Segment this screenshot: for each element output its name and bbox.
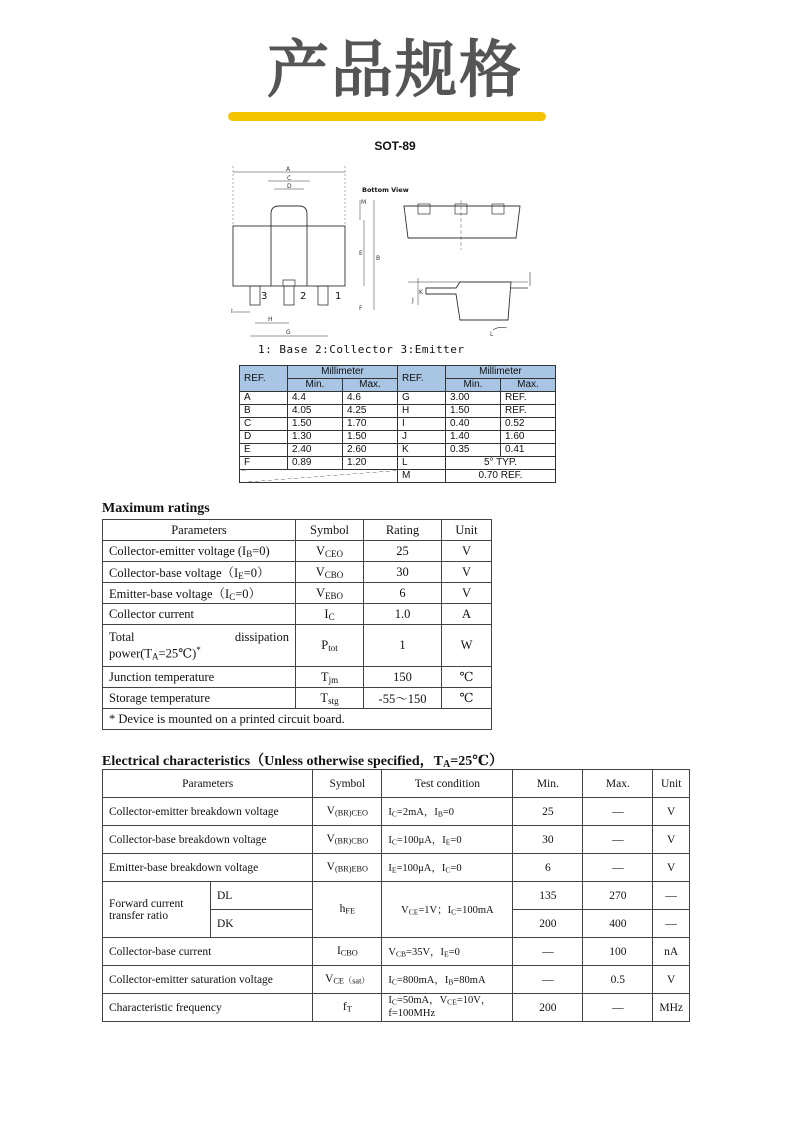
t1-tail: =100μA，I — [396, 863, 446, 874]
param-cell — [103, 604, 296, 625]
param-text: Collector-base voltage（I — [109, 566, 239, 580]
dim-max-header: Max. — [343, 379, 398, 392]
freq-test-cell — [382, 994, 513, 1022]
min-cell: — — [513, 966, 583, 994]
t1-tail: =2mA，I — [396, 807, 438, 818]
bottom-view-label: Bottom View — [362, 186, 409, 194]
unit-cell: A — [442, 604, 492, 625]
t2-sub: C — [445, 865, 451, 875]
hfe-dl-min: 135 — [513, 882, 583, 910]
dim-label-e: E — [359, 250, 363, 257]
rating-cell: 1 — [364, 625, 442, 667]
freq-unit: MHz — [653, 994, 690, 1022]
symbol: V — [326, 805, 335, 818]
test-cell — [382, 798, 513, 826]
symbol-cell — [313, 854, 382, 882]
param-cell: Collector-base current — [103, 938, 313, 966]
max-symbol-header: Symbol — [296, 520, 364, 541]
table-row — [240, 418, 556, 431]
t1-sub: C — [391, 809, 397, 819]
page-title: 产品规格 — [266, 33, 523, 106]
param-cell: Emitter-base breakdown voltage — [103, 854, 313, 882]
elec-unit-header: Unit — [653, 770, 690, 798]
t1: I — [388, 863, 392, 874]
table-row — [103, 826, 690, 854]
electrical-table — [102, 769, 690, 1022]
table-row — [240, 470, 556, 483]
symbol-cell — [313, 966, 382, 994]
rating-cell: 6 — [364, 583, 442, 604]
t2-tail: =80mA — [453, 975, 486, 986]
symbol: I — [336, 945, 341, 958]
param-cell: Collector-emitter saturation voltage — [103, 966, 313, 994]
footnote-mark: * — [196, 644, 201, 655]
total-dissipation-cell — [103, 625, 296, 667]
dim-label-k: K — [419, 289, 423, 296]
hfe-test-cell — [382, 882, 513, 938]
table-row — [103, 625, 492, 667]
pin-1-label: 1 — [335, 291, 342, 302]
min-cell-2: 1.40 — [446, 431, 501, 444]
dim-min-header: Min. — [288, 379, 343, 392]
ref-cell-2: M — [398, 470, 446, 483]
package-outline-drawing — [228, 160, 548, 340]
table-row — [240, 444, 556, 457]
min-cell-2: 3.00 — [446, 392, 501, 405]
max-unit-header: Unit — [442, 520, 492, 541]
t2-sub: CE — [447, 997, 457, 1007]
min-cell: 25 — [513, 798, 583, 826]
max-cell-2: 0.52 — [501, 418, 556, 431]
max-cell: — — [583, 826, 653, 854]
param-text: Collector current — [109, 606, 195, 621]
table-row — [103, 688, 492, 709]
hfe-dk-min: 200 — [513, 910, 583, 938]
hfe-grade-dk: DK — [211, 910, 313, 938]
dissipation-word: dissipation — [234, 629, 289, 644]
dim-label-d: D — [287, 183, 292, 190]
t1: V — [401, 905, 409, 916]
param-sub: B — [246, 548, 253, 559]
hfe-dl-unit: — — [653, 882, 690, 910]
table-row — [240, 457, 556, 470]
table-row — [103, 583, 492, 604]
dim-label-l: L — [490, 331, 494, 338]
table-row — [240, 392, 556, 405]
symbol: V — [325, 972, 334, 985]
param-cell — [103, 583, 296, 604]
dim-label-a: A — [286, 166, 291, 173]
ref-cell-2: L — [398, 457, 446, 470]
freq-symbol-cell — [313, 994, 382, 1022]
max-param-header: Parameters — [103, 520, 296, 541]
param-cell: Storage temperature — [103, 688, 296, 709]
symbol-sub: (BR)CEO — [334, 808, 369, 818]
dim-ref-header: REF. — [240, 366, 288, 392]
table-row — [103, 798, 690, 826]
freq-param: Characteristic frequency — [103, 994, 313, 1022]
rating-cell: 150 — [364, 667, 442, 688]
unit-cell: ℃ — [442, 667, 492, 688]
symbol-cell — [313, 938, 382, 966]
ref-cell-2: I — [398, 418, 446, 431]
t1: V — [388, 947, 396, 958]
t1: I — [388, 975, 392, 986]
symbol: T — [320, 669, 329, 684]
t3: f=100MHz — [388, 1008, 436, 1020]
symbol-sub: tot — [328, 642, 338, 653]
hfe-dk-max: 400 — [583, 910, 653, 938]
elec-title-main: Electrical characteristics（Unless otherwise specified，T — [102, 754, 443, 769]
param-tail: =0） — [235, 587, 262, 601]
symbol: I — [324, 606, 329, 621]
table-row — [103, 938, 690, 966]
t2-sub: E — [444, 949, 449, 959]
symbol-sub: stg — [328, 695, 339, 706]
ref-cell: F — [240, 457, 288, 470]
table-row — [240, 431, 556, 444]
min-cell: 2.40 — [288, 444, 343, 457]
pin-3-label: 3 — [261, 291, 268, 302]
unit-cell: W — [442, 625, 492, 667]
table-row — [103, 994, 690, 1022]
power-text: power(T — [109, 646, 153, 661]
max-cell: 1.50 — [343, 431, 398, 444]
freq-max: — — [583, 994, 653, 1022]
symbol-cell — [296, 583, 364, 604]
value-cell-2: 5° TYP. — [446, 457, 556, 470]
freq-min: 200 — [513, 994, 583, 1022]
param-cell — [103, 562, 296, 583]
ref-cell: B — [240, 405, 288, 418]
hfe-symbol-cell — [313, 882, 382, 938]
test-cell — [382, 938, 513, 966]
pin-legend: 1: Base 2:Collector 3:Emitter — [258, 343, 465, 356]
min-cell: 1.50 — [288, 418, 343, 431]
table-row — [240, 405, 556, 418]
ref-cell-2: K — [398, 444, 446, 457]
dim-label-b: B — [376, 255, 381, 262]
hfe-dl-max: 270 — [583, 882, 653, 910]
min-cell: — — [513, 938, 583, 966]
param-cell: Collector-base breakdown voltage — [103, 826, 313, 854]
rating-cell: 25 — [364, 541, 442, 562]
rating-cell: -55～150 — [364, 688, 442, 709]
max-cell-2: 1.60 — [501, 431, 556, 444]
param-sub: E — [238, 570, 244, 581]
param-tail: =0) — [252, 543, 270, 558]
symbol: V — [326, 833, 335, 846]
t1: I — [388, 807, 392, 818]
t2-tail: =0 — [450, 863, 462, 874]
dim-label-g: G — [286, 329, 291, 336]
elec-title-tail: =25℃） — [450, 754, 504, 769]
symbol-sub: C — [328, 611, 335, 622]
dimension-table — [239, 365, 556, 483]
symbol: V — [326, 861, 335, 874]
symbol: T — [320, 690, 329, 705]
dim-max-header-2: Max. — [501, 379, 556, 392]
symbol-cell — [313, 798, 382, 826]
unit-cell: V — [653, 798, 690, 826]
elec-title — [102, 750, 503, 770]
unit-cell: V — [442, 562, 492, 583]
value-cell-2: 0.70 REF. — [446, 470, 556, 483]
max-cell: — — [583, 854, 653, 882]
t1: I — [388, 994, 392, 1006]
symbol: h — [339, 903, 346, 916]
t2-tail: =100mA — [456, 905, 494, 916]
t1-tail: =35V，I — [406, 947, 445, 958]
t2-tail: =10V， — [456, 994, 492, 1006]
max-cell: 1.20 — [343, 457, 398, 470]
unit-cell: V — [653, 826, 690, 854]
title-underline — [228, 112, 546, 121]
symbol-sub: (BR)CBO — [334, 836, 369, 846]
elec-min-header: Min. — [513, 770, 583, 798]
symbol-sub: CBO — [324, 569, 344, 580]
symbol-cell — [296, 688, 364, 709]
max-cell: — — [583, 798, 653, 826]
t2-tail: =0 — [450, 835, 462, 846]
t1-sub: C — [391, 997, 397, 1007]
t1: I — [388, 835, 392, 846]
max-cell-2: REF. — [501, 392, 556, 405]
test-cell — [382, 826, 513, 854]
max-cell: 4.6 — [343, 392, 398, 405]
max-cell-2: 0.41 — [501, 444, 556, 457]
t1-sub: C — [391, 837, 397, 847]
t2-sub: E — [445, 837, 451, 847]
symbol-cell — [296, 604, 364, 625]
test-cell — [382, 966, 513, 994]
symbol-cell — [313, 826, 382, 854]
t2-sub: B — [437, 809, 443, 819]
elec-symbol-header: Symbol — [313, 770, 382, 798]
min-cell: 0.89 — [288, 457, 343, 470]
param-tail: =0） — [243, 566, 270, 580]
unit-cell: V — [442, 541, 492, 562]
package-title: SOT-89 — [374, 139, 416, 153]
unit-cell: nA — [653, 938, 690, 966]
dim-label-h: H — [268, 316, 273, 323]
dim-label-c: C — [287, 175, 292, 182]
dim-label-i: I — [231, 308, 233, 315]
symbol-sub: CE（sat） — [333, 976, 370, 986]
table-row — [103, 882, 690, 910]
param-sub: C — [229, 591, 236, 602]
max-rating-header: Rating — [364, 520, 442, 541]
table-row — [103, 562, 492, 583]
symbol: f — [342, 1001, 347, 1014]
t1-tail: =1V；I — [418, 905, 452, 916]
table-row — [103, 541, 492, 562]
min-cell: 1.30 — [288, 431, 343, 444]
max-cell: 1.70 — [343, 418, 398, 431]
elec-title-sub: A — [442, 759, 451, 771]
symbol: V — [315, 543, 326, 558]
power-tail: =25℃) — [158, 646, 197, 661]
min-cell-2: 0.40 — [446, 418, 501, 431]
table-row — [103, 966, 690, 994]
t1-sub: E — [391, 865, 397, 875]
param-cell — [103, 541, 296, 562]
blank-diagonal-cell — [240, 470, 398, 483]
symbol-sub: (BR)EBO — [334, 864, 369, 874]
max-ratings-table — [102, 519, 492, 730]
symbol-cell — [296, 625, 364, 667]
rating-cell: 30 — [364, 562, 442, 583]
symbol-sub: EBO — [325, 590, 344, 601]
symbol-sub: T — [346, 1004, 352, 1014]
elec-param-header: Parameters — [103, 770, 313, 798]
param-text: Collector-emitter voltage (I — [109, 543, 247, 558]
hfe-param-cell — [103, 882, 211, 938]
hfe-param-a: Forward current — [109, 897, 184, 910]
t2-tail: =0 — [442, 807, 455, 818]
table-row — [103, 709, 492, 730]
min-cell: 6 — [513, 854, 583, 882]
t1-sub: CB — [395, 949, 407, 959]
min-cell: 4.4 — [288, 392, 343, 405]
max-cell: 2.60 — [343, 444, 398, 457]
symbol-sub: jm — [328, 674, 339, 685]
t1-tail: =800mA，I — [396, 975, 449, 986]
t1-sub: C — [391, 977, 397, 987]
dim-label-j: J — [412, 297, 414, 304]
dim-unit-header: Millimeter — [288, 366, 398, 379]
unit-cell: ℃ — [442, 688, 492, 709]
t2-sub: C — [451, 907, 457, 917]
t2-sub: B — [448, 977, 454, 987]
param-text: Emitter-base voltage（I — [109, 587, 230, 601]
symbol: P — [321, 638, 329, 652]
param-cell: Collector-emitter breakdown voltage — [103, 798, 313, 826]
total-word: Total — [109, 629, 135, 644]
min-cell-2: 1.50 — [446, 405, 501, 418]
symbol-sub: FE — [345, 906, 356, 916]
ref-cell-2: J — [398, 431, 446, 444]
symbol-cell — [296, 562, 364, 583]
ref-cell: C — [240, 418, 288, 431]
t2-tail: =0 — [448, 947, 460, 958]
elec-test-header: Test condition — [382, 770, 513, 798]
table-row — [103, 667, 492, 688]
max-cell: 0.5 — [583, 966, 653, 994]
unit-cell: V — [653, 854, 690, 882]
symbol: V — [315, 564, 325, 579]
power-sub: A — [152, 651, 159, 662]
ref-cell: A — [240, 392, 288, 405]
symbol-sub: CBO — [340, 948, 358, 958]
ref-cell: D — [240, 431, 288, 444]
symbol-cell — [296, 541, 364, 562]
hfe-param-b: transfer ratio — [109, 909, 169, 922]
min-cell: 30 — [513, 826, 583, 854]
table-row — [103, 854, 690, 882]
max-footnote: * Device is mounted on a printed circuit board. — [103, 709, 492, 730]
t1-sub: CE — [408, 907, 419, 917]
min-cell: 4.05 — [288, 405, 343, 418]
ref-cell-2: G — [398, 392, 446, 405]
dim-unit-header-2: Millimeter — [446, 366, 556, 379]
test-cell — [382, 854, 513, 882]
max-cell: 100 — [583, 938, 653, 966]
unit-cell: V — [653, 966, 690, 994]
param-cell: Junction temperature — [103, 667, 296, 688]
table-row — [103, 604, 492, 625]
ref-cell-2: H — [398, 405, 446, 418]
min-cell-2: 0.35 — [446, 444, 501, 457]
symbol-cell — [296, 667, 364, 688]
symbol-sub: CEO — [325, 548, 344, 559]
symbol: V — [315, 585, 326, 600]
unit-cell: V — [442, 583, 492, 604]
dim-label-f: F — [359, 305, 363, 312]
max-ratings-title: Maximum ratings — [102, 501, 210, 516]
elec-max-header: Max. — [583, 770, 653, 798]
dim-label-m: M — [361, 199, 367, 206]
t1-tail: =50mA，V — [396, 994, 448, 1006]
max-cell-2: REF. — [501, 405, 556, 418]
pin-2-label: 2 — [300, 291, 307, 302]
hfe-dk-unit: — — [653, 910, 690, 938]
rating-cell: 1.0 — [364, 604, 442, 625]
dim-min-header-2: Min. — [446, 379, 501, 392]
t1-tail: =100μA，I — [396, 835, 446, 846]
max-cell: 4.25 — [343, 405, 398, 418]
ref-cell: E — [240, 444, 288, 457]
dim-ref-header-2: REF. — [398, 366, 446, 392]
hfe-grade-dl: DL — [211, 882, 313, 910]
